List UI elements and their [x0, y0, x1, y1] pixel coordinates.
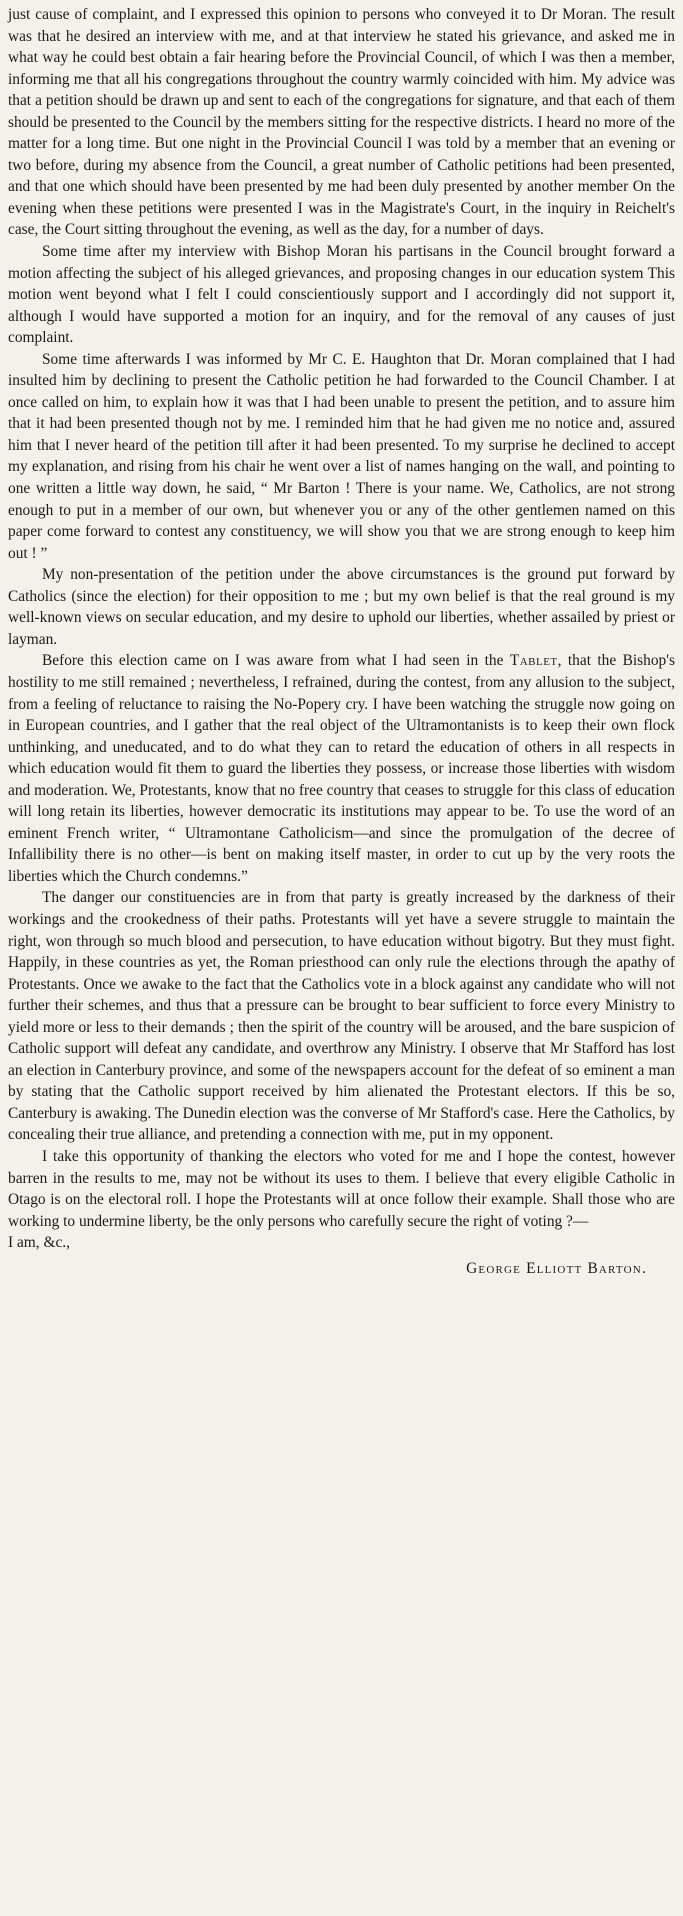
letter-body	[8, 4, 675, 1279]
tablet-newspaper-name: Tablet	[509, 652, 558, 670]
paragraph-3: Some time afterwards I was informed by Mr C. E. Haughton that Dr. Moran complained that I had insulted him by declining to present the Catholic petition he had forwarded to the Council Chamber. I at once called on him, to explain how it was that I had been unable to present the petition, and to assure him that it had been presented though not by me. I reminded him that he had given me no notice and, assured him that I never heard of the petition till after it had been presented. To my surprise he declined to accept my explanation, and rising from his chair he went over a list of names hanging on the wall, and pointing to one written a little way down, he said, “ Mr Barton ! There is your name. We, Catholics, are not strong enough to put in a member of our own, but whenever you or any of the other gentlemen named on this paper come forward to contest any constituency, we will show you that we are strong enough to keep him out ! ”	[8, 350, 675, 562]
paragraph-5-lead: Before this election came on I was aware from what I had seen in the	[42, 652, 504, 670]
paragraph-5-rest: that the Bishop's hostility to me still remained ; nevertheless, I refrained, during the contest, from any allusion to the subject, from a feeling of reluctance to raising the No-Popery cry. I have been watching the struggle now going on in European countries, and I gather that the real object of the Ultramontanists is to keep their own flock unthinking, and uneducated, and to do what they can to retard the education of others in all respects in which education would fit them to guard the liberties they possess, or increase those liberties with wisdom and moderation. We, Protestants, know that no free country that ceases to struggle for this class of education will long retain its liberties, however democratic its institutions may appear to be. To use the word of an eminent French writer, “ Ultramontane Catholicism—and since the promulgation of the decree of Infallibility there is no other—is bent on making itself master, in order to cut up by the very roots the liberties which the Church condemns.”	[8, 652, 675, 885]
paragraph-5: Before this election came on I was aware from what I had seen in the Tablet, that the Bishop's hostility to me still remained ; nevertheless, I refrained, during the contest, from any allusion to the subject, from a feeling of reluctance to raising the No-Popery cry. I have been watching the struggle now going on in European countries, and I gather that the real object of the Ultramontanists is to keep their own flock unthinking, and uneducated, and to do what they can to retard the education of others in all respects in which education would fit them to guard the liberties they possess, or increase those liberties with wisdom and moderation. We, Protestants, know that no free country that ceases to struggle for this class of education will long retain its liberties, however democratic its institutions may appear to be. To use the word of an eminent French writer, “ Ultramontane Catholicism—and since the promulgation of the decree of Infallibility there is no other—is bent on making itself master, in order to cut up by the very roots the liberties which the Church condemns.”	[8, 652, 675, 885]
paragraph-4: My non-presentation of the petition under the above circumstances is the ground put forward by Catholics (since the election) for their opposition to me ; but my own belief is that the real ground is my well-known views on secular education, and my desire to uphold our liberties, whether assailed by priest or layman.	[8, 566, 675, 648]
signature: George Elliott Barton.	[466, 1259, 647, 1277]
paragraph-6: The danger our constituencies are in from that party is greatly increased by the darkness of their workings and the crookedness of their paths. Protestants will yet have a severe struggle to maintain the right, won through so much blood and persecution, to have education without bigotry. But they must fight. Happily, in these countries as yet, the Roman priesthood can only rule the elections through the apathy of Protestants. Once we awake to the fact that the Catholics vote in a block against any candidate who will not further their schemes, and thus that a pressure can be brought to bear sufficient to force every Ministry to yield more or less to their demands ; then the spirit of the country will be aroused, and the bare suspicion of Catholic support will defeat any candidate, and overthrow any Ministry. I observe that Mr Stafford has lost an election in Canterbury province, and some of the newspapers account for the defeat of so eminent a man by stating that the Catholic support received by him alienated the Protestant electors. If this be so, Canterbury is awaking. The Dunedin election was the converse of Mr Stafford's case. Here the Catholics, by concealing their true alliance, and pretending a connection with me, put in my opponent.	[8, 889, 675, 1144]
paragraph-2: Some time after my interview with Bishop Moran his partisans in the Council brought forward a motion affecting the subject of his alleged grievances, and proposing changes in our education system This motion went beyond what I felt I could conscientiously support and I accordingly did not support it, although I would have supported a motion for an inquiry, and for the removal of any causes of just complaint.	[8, 243, 675, 347]
closing-line: I am, &c.,	[8, 1234, 70, 1252]
paragraph-7: I take this opportunity of thanking the electors who voted for me and I hope the contest, however barren in the results to me, may not be without its uses to them. I believe that every eligible Catholic in Otago is on the electoral roll. I hope the Protestants will at once follow their example. Shall those who are working to undermine liberty, be the only persons who carefully secure the right of voting ?—	[8, 1147, 675, 1230]
paragraph-1: just cause of complaint, and I expressed this opinion to persons who conveyed it to Dr Moran. The result was that he desired an interview with me, and at that interview he stated his grievance, and asked me in what way he could best obtain a fair hearing before the Provincial Council, of which I was then a member, informing me that all his congregations throughout the country warmly coincided with him. My advice was that a petition should be drawn up and sent to each of the congregations for signature, and that each of them should be presented to the Council by the members sitting for the respective districts. I heard no more of the matter for a long time. But one night in the Provincial Council I was told by a member that an evening or two before, during my absence from the Council, a great number of Catholic petitions had been presented, and that one which should have been presented by me had been duly presented by another member On the evening when these petitions were presented I was in the Magistrate's Court, in the inquiry in Reichelt's case, the Court sitting throughout the evening, as well as the day, for a number of days.	[8, 6, 675, 239]
